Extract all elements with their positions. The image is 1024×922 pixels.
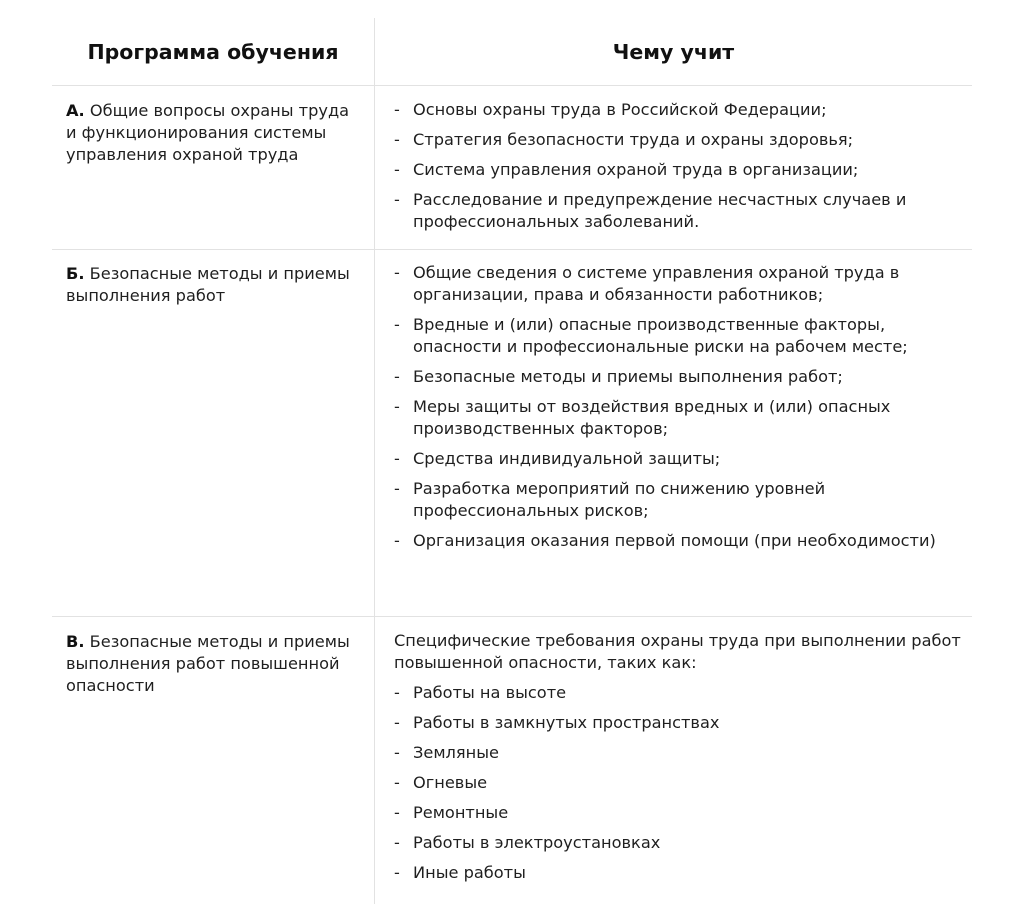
row-b-title: Безопасные методы и приемы выполнения работ xyxy=(66,264,350,305)
list-item: - Безопасные методы и приемы выполнения работ; xyxy=(394,366,966,388)
list-item: - Работы на высоте xyxy=(394,682,966,704)
column-divider xyxy=(374,18,375,904)
list-item: - Вредные и (или) опасные производственные факторы, опасности и профессиональные риски на рабочем месте; xyxy=(394,314,966,358)
row-a-content xyxy=(394,99,966,241)
row-b-letter: Б. xyxy=(66,264,85,283)
row-c-list xyxy=(394,682,966,884)
header-teaches: Чему учит xyxy=(612,39,735,64)
list-item: - Меры защиты от воздействия вредных и (или) опасных производственных факторов; xyxy=(394,396,966,440)
row-c-content xyxy=(394,630,966,892)
row-c-intro: Специфические требования охраны труда при выполнении работ повышенной опасности, таких как: xyxy=(394,631,961,672)
list-item: - Ремонтные xyxy=(394,802,966,824)
row-a-title: Общие вопросы охраны труда и функционирования системы управления охраной труда xyxy=(66,101,350,164)
row-a-list xyxy=(394,99,966,233)
list-item: - Общие сведения о системе управления охраной труда в организации, права и обязанности работников; xyxy=(394,262,966,306)
list-item: - Работы в электроустановках xyxy=(394,832,966,854)
row-b-list xyxy=(394,262,966,552)
list-item: - Земляные xyxy=(394,742,966,764)
training-program-table xyxy=(52,18,972,904)
list-item: - Работы в замкнутых пространствах xyxy=(394,712,966,734)
row-c-title: Безопасные методы и приемы выполнения работ повышенной опасности xyxy=(66,632,350,695)
row-divider xyxy=(52,616,972,617)
row-a-letter: А. xyxy=(66,101,85,120)
row-b-program xyxy=(66,263,356,307)
row-c-letter: В. xyxy=(66,632,85,651)
list-item: - Организация оказания первой помощи (при необходимости) xyxy=(394,530,966,552)
list-item: - Иные работы xyxy=(394,862,966,884)
row-a-program xyxy=(66,100,356,166)
header-divider xyxy=(52,85,972,86)
header-program: Программа обучения xyxy=(87,39,339,64)
list-item: - Основы охраны труда в Российской Федерации; xyxy=(394,99,966,121)
list-item: - Расследование и предупреждение несчастных случаев и профессиональных заболеваний. xyxy=(394,189,966,233)
list-item: - Разработка мероприятий по снижению уровней профессиональных рисков; xyxy=(394,478,966,522)
list-item: - Средства индивидуальной защиты; xyxy=(394,448,966,470)
list-item: - Стратегия безопасности труда и охраны здоровья; xyxy=(394,129,966,151)
row-c-program xyxy=(66,631,356,697)
list-item: - Система управления охраной труда в организации; xyxy=(394,159,966,181)
row-b-content xyxy=(394,262,966,560)
row-divider xyxy=(52,249,972,250)
list-item: - Огневые xyxy=(394,772,966,794)
